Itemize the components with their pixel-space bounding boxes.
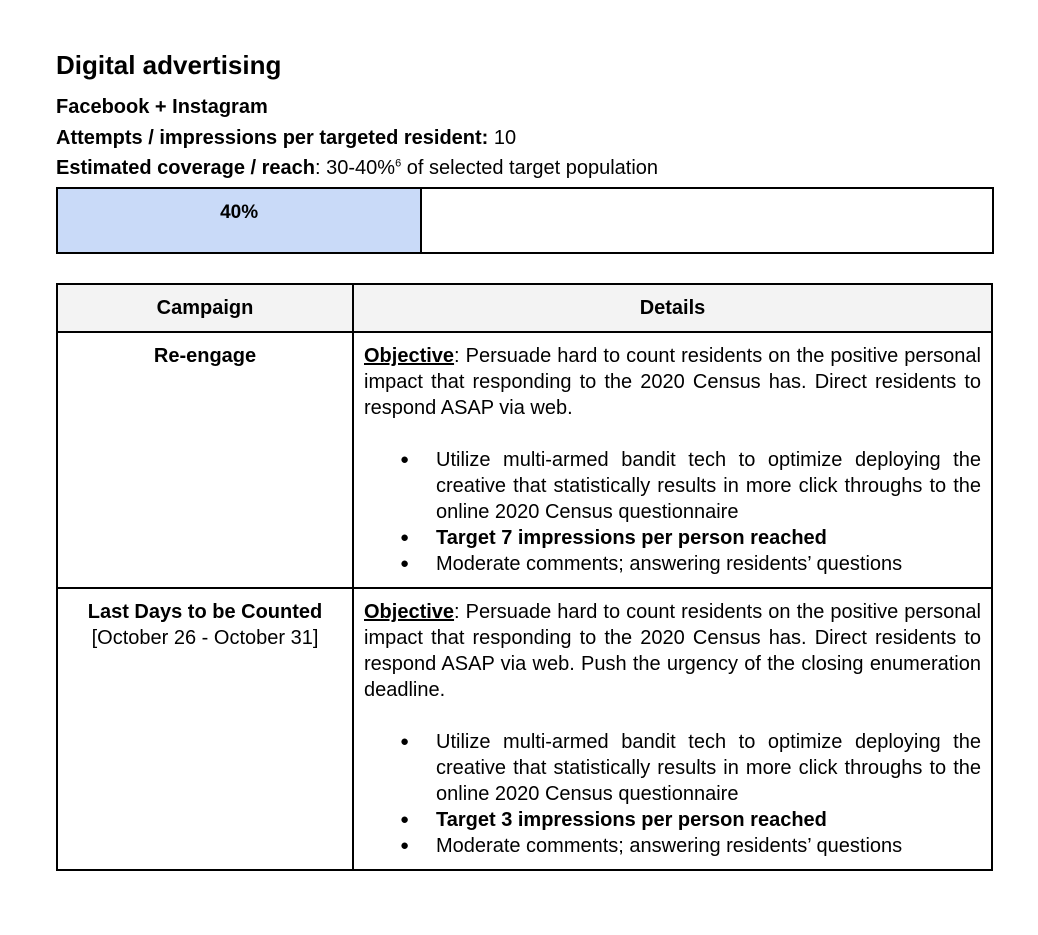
objective-label: Objective — [364, 345, 455, 367]
attempts-value: 10 — [493, 127, 517, 149]
table-row — [57, 332, 992, 588]
tactics-list — [364, 729, 981, 859]
campaign-cell — [57, 588, 353, 870]
campaign-cell — [57, 332, 353, 588]
campaign-name: Last Days to be Counted — [87, 601, 323, 623]
coverage-suffix: of selected target population — [406, 157, 659, 179]
campaign-dates: [October 26 - October 31] — [91, 627, 319, 649]
attempts-line — [56, 127, 516, 150]
table-row — [57, 588, 992, 870]
campaign-name: Re-engage — [153, 345, 257, 367]
section-title: Digital advertising — [56, 50, 282, 80]
platform-line: Facebook + Instagram — [56, 96, 268, 118]
list-item: ● Target 3 impressions per person reached — [436, 807, 981, 833]
list-item: ● Utilize multi-armed bandit tech to optimize deploying the creative that statistically results in more click throughs to the online 2020 Census questionnaire — [436, 447, 981, 525]
coverage-footnote: 6 — [395, 157, 402, 170]
campaigns-table — [56, 283, 993, 871]
objective-text: : Persuade hard to count residents on the positive personal impact that responding to the 2020 Census has. Direct residents to respond ASAP via web. — [364, 345, 981, 419]
coverage-label: Estimated coverage / reach — [56, 157, 316, 179]
coverage-progress-fill — [58, 189, 422, 252]
coverage-line: Estimated coverage / reach: 30-40%$^6$ of selected target population — [56, 157, 659, 179]
attempts-label: Attempts / impressions per targeted resident: — [56, 127, 489, 149]
tactics-list — [364, 447, 981, 577]
objective-label: Objective — [364, 601, 455, 623]
coverage-progress-bar — [56, 187, 994, 254]
list-item: ● Moderate comments; answering residents’ questions — [436, 551, 981, 577]
table-header-row — [57, 284, 992, 332]
objective-paragraph — [364, 343, 981, 421]
list-item: ● Utilize multi-armed bandit tech to optimize deploying the creative that statistically results in more click throughs to the online 2020 Census questionnaire — [436, 729, 981, 807]
coverage-value: 30-40% — [326, 157, 396, 179]
campaign-column-header: Campaign — [57, 284, 353, 332]
details-cell — [353, 588, 992, 870]
objective-paragraph — [364, 599, 981, 703]
details-column-header: Details — [353, 284, 992, 332]
coverage-progress-label: 40% — [220, 202, 259, 223]
list-item: ● Target 7 impressions per person reached — [436, 525, 981, 551]
list-item: ● Moderate comments; answering residents’ questions — [436, 833, 981, 859]
details-cell — [353, 332, 992, 588]
objective-text: : Persuade hard to count residents on the positive personal impact that responding to the 2020 Census has. Direct residents to respond ASAP via web. Push the urgency of the closing enumeration deadline. — [364, 601, 981, 701]
